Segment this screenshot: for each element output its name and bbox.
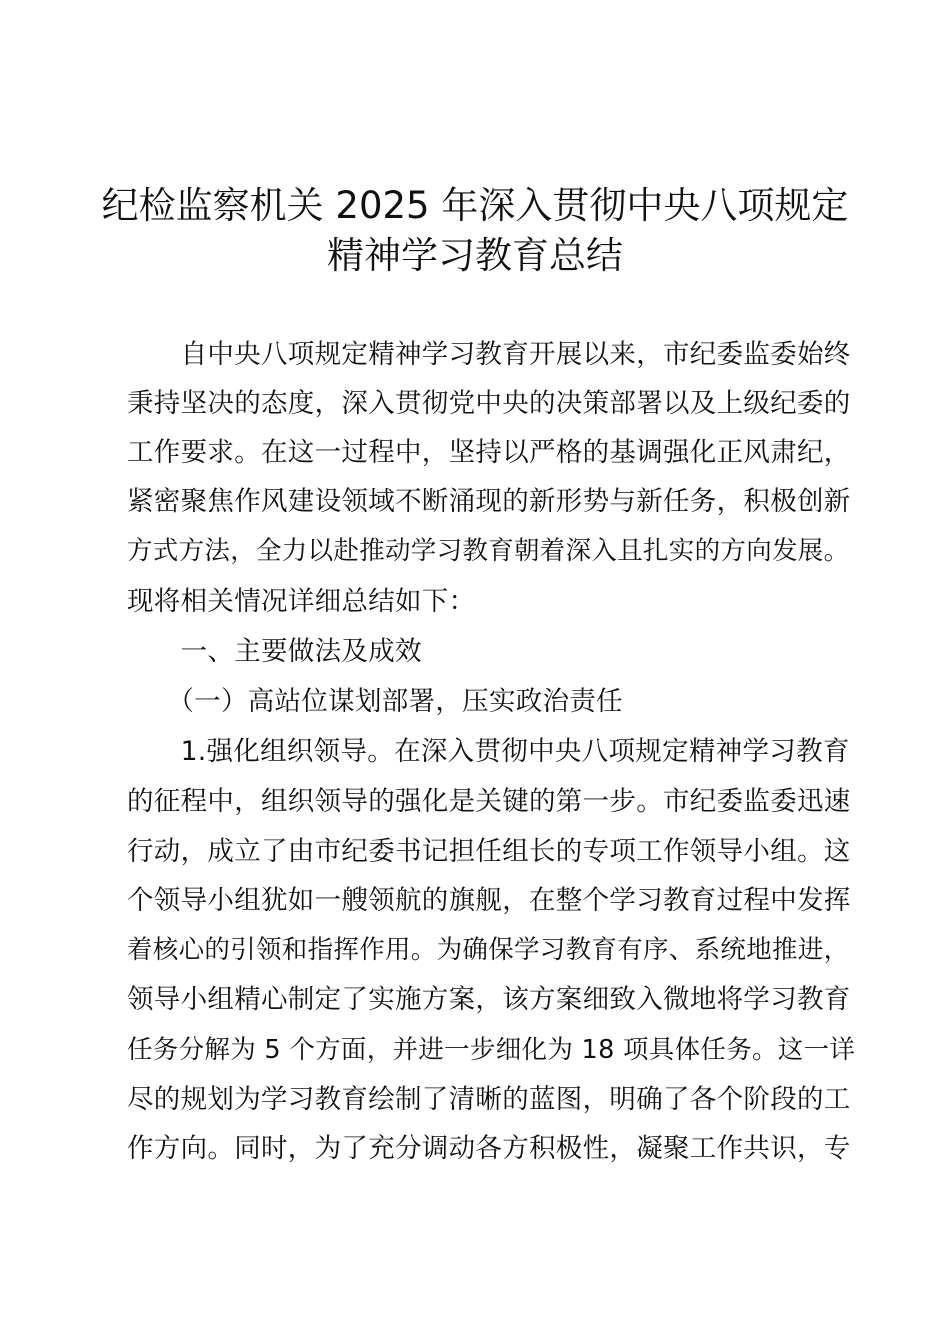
paragraph-line: 1.强化组织领导。在深入贯彻中央八项规定精神学习教育 [127, 736, 850, 767]
paragraph-line: 领导小组精心制定了实施方案，该方案细致入微地将学习教育 [127, 984, 851, 1015]
paragraph-line: 现将相关情况详细总结如下： [127, 586, 476, 617]
paragraph-line: 尽的规划为学习教育绘制了清晰的蓝图，明确了各个阶段的工 [127, 1084, 851, 1115]
paragraph-line: 方式方法，全力以赴推动学习教育朝着深入且扎实的方向发展。 [127, 536, 850, 566]
paragraph-line: 的征程中，组织领导的强化是关键的第一步。市纪委监委迅速 [127, 786, 851, 817]
paragraph-line: 着核心的引领和指挥作用。为确保学习教育有序、系统地推进， [127, 935, 850, 965]
paragraph-line: 自中央八项规定精神学习教育开展以来，市纪委监委始终 [127, 339, 851, 370]
document-title-line-2: 精神学习教育总结 [327, 234, 623, 277]
section-heading: 一、主要做法及成效 [127, 636, 422, 667]
paragraph-line: 作方向。同时，为了充分调动各方积极性，凝聚工作共识，专 [127, 1133, 851, 1164]
paragraph-line: 紧密聚焦作风建设领域不断涌现的新形势与新任务，积极创新 [127, 486, 851, 517]
paragraph-line: 秉持坚决的态度，深入贯彻党中央的决策部署以及上级纪委的 [127, 388, 851, 419]
paragraph-line: 个领导小组犹如一艘领航的旗舰，在整个学习教育过程中发挥 [127, 885, 851, 916]
paragraph-line: 任务分解为 5 个方面，并进一步细化为 18 项具体任务。这一详 [127, 1035, 856, 1065]
paragraph-line: 行动，成立了由市纪委书记担任组长的专项工作领导小组。这 [127, 836, 851, 867]
subsection-heading: （一）高站位谋划部署，压实政治责任 [127, 686, 623, 717]
document-title-line-1: 纪检监察机关 2025 年深入贯彻中央八项规定 [101, 184, 849, 227]
paragraph-line: 工作要求。在这一过程中，坚持以严格的基调强化正风肃纪， [127, 437, 851, 468]
